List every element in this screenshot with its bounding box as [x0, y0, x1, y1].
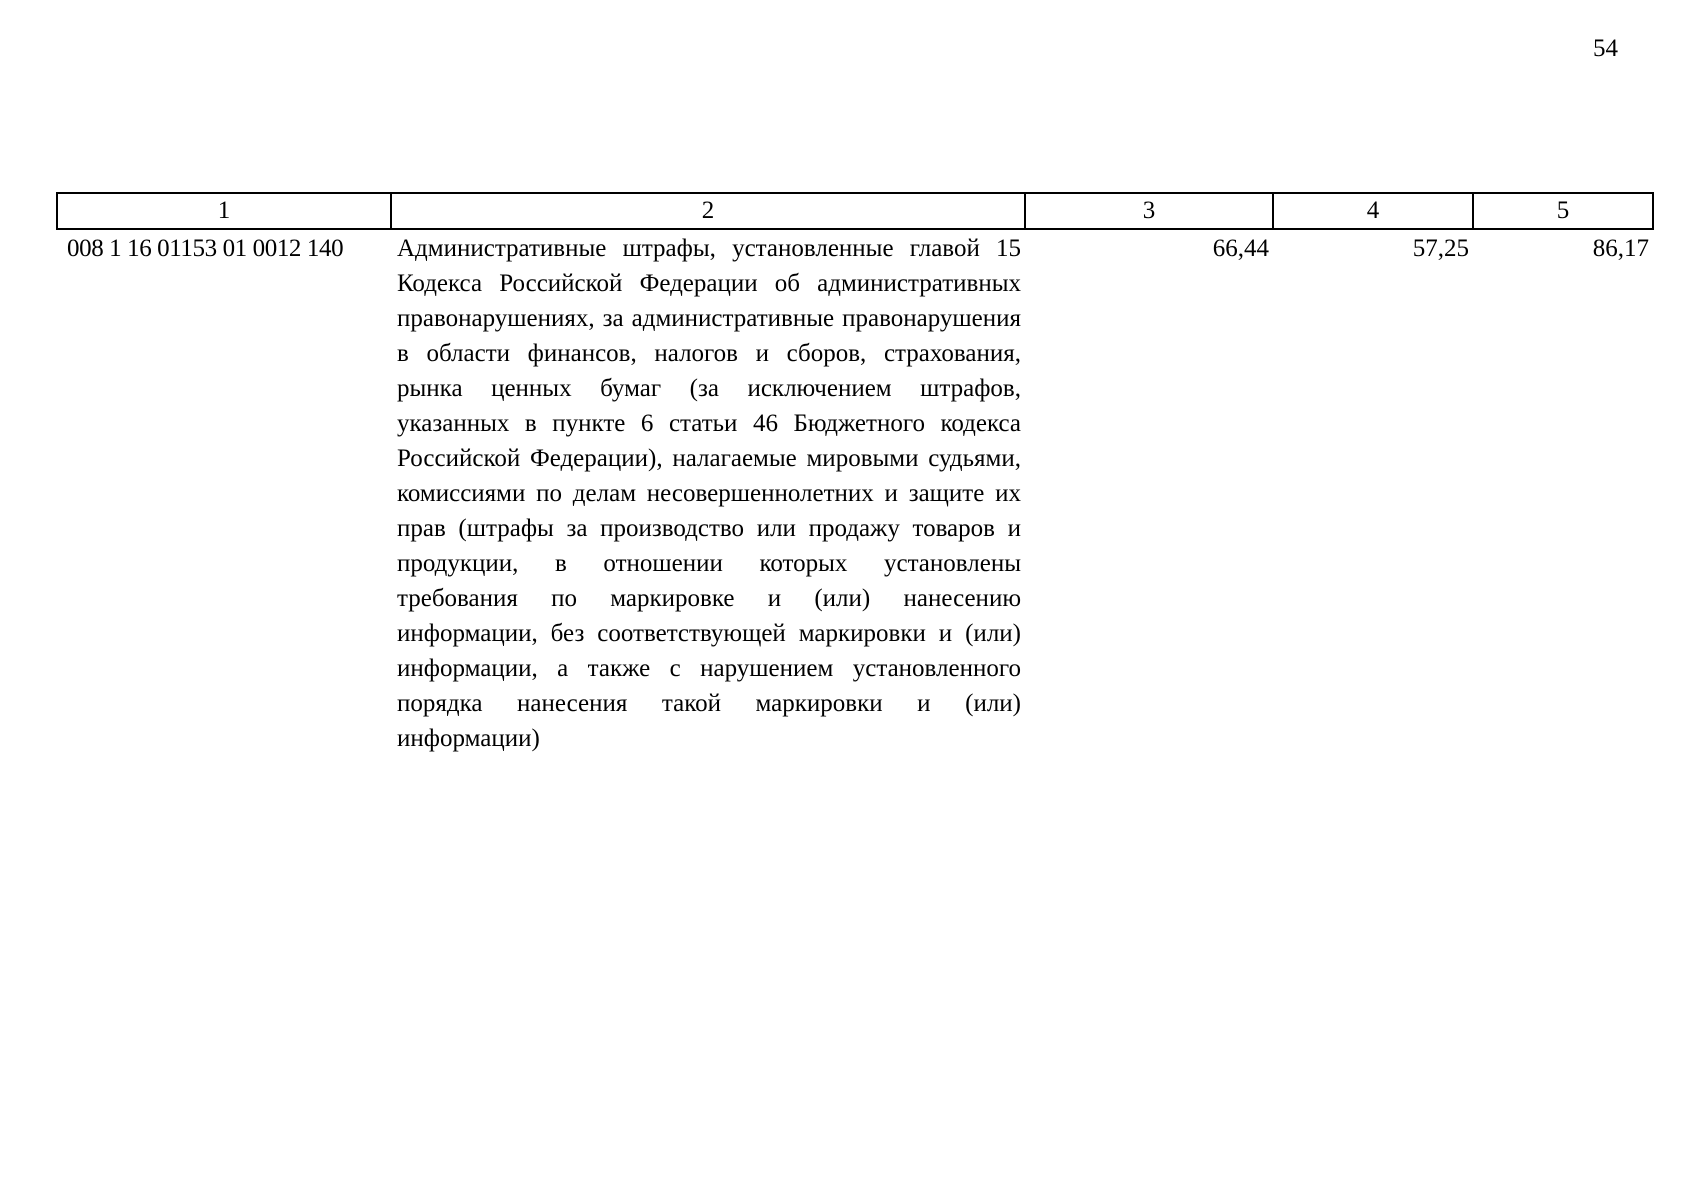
header-col-2: 2: [391, 193, 1025, 229]
budget-table: [56, 192, 1654, 756]
value-col-5-cell: 86,17: [1592, 235, 1649, 262]
income-name-cell: Административные штрафы, установленные главой 15 Кодекса Российской Федерации об административных правонарушениях, за административные правонарушения в области финансов, налогов и сборов, страхования, рынка ценных бумаг (за исключением штрафов, указанных в пункте 6 статьи 46 Бюджетного кодекса Российской Федерации), налагаемые мировыми судьями, комиссиями по делам несовершеннолетних и защите их прав (штрафы за производство или продажу товаров и продукции, в отношении которых установлены требования по маркировке и (или) нанесению информации, без соответствующей маркировки и (или) информации, а также с нарушением установленного порядка нанесения такой маркировки и (или) информации): [397, 235, 1021, 752]
page-number: 54: [1593, 35, 1618, 62]
value-col-3-cell: 66,44: [1212, 235, 1269, 262]
table-row: [57, 229, 1653, 756]
budget-code-cell: 008 1 16 01153 01 0012 140: [67, 235, 344, 262]
value-col-4-cell: 57,25: [1412, 235, 1469, 262]
header-col-3: 3: [1025, 193, 1273, 229]
header-col-1: 1: [57, 193, 391, 229]
table-header: [57, 193, 1653, 229]
header-col-4: 4: [1273, 193, 1473, 229]
header-col-5: 5: [1473, 193, 1653, 229]
header-row: [57, 193, 1653, 229]
table-body: [57, 229, 1653, 756]
